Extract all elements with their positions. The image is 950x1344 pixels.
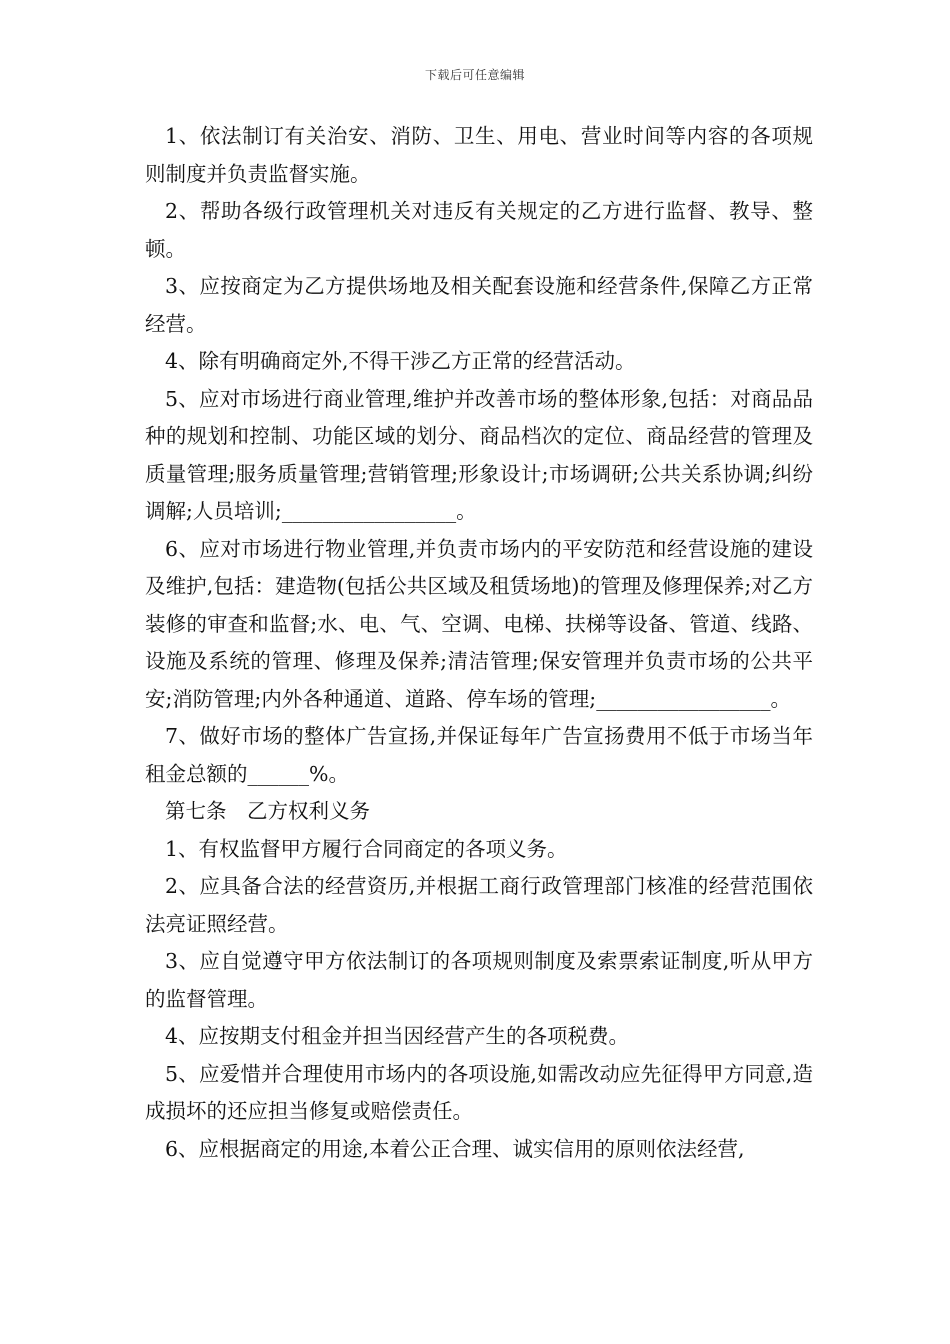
paragraph-party-b-6: 6、应根据商定的用途,本着公正合理、诚实信用的原则依法经营, (165, 1136, 745, 1161)
paragraph-party-b-2: 2、应具备合法的经营资历,并根据工商行政管理部门核准的经营范围依法亮证照经营。 (145, 874, 813, 936)
document-body (145, 118, 813, 1168)
paragraph-party-b-3: 3、应自觉遵守甲方依法制订的各项规则制度及索票索证制度,听从甲方的监督管理。 (145, 949, 813, 1011)
paragraph-duty-4: 4、除有明确商定外,不得干涉乙方正常的经营活动。 (165, 349, 636, 373)
paragraph-party-b-4: 4、应按期支付租金并担当因经营产生的各项税费。 (165, 1024, 630, 1048)
paragraph-duty-5: 5、应对市场进行商业管理,维护并改善市场的整体形象,包括：对商品品种的规划和控制、功能区域的划分、商品档次的定位、商品经营的管理及质量管理;服务质量管理;营销管理;形象设计;市场调研;公共关系协调;纠纷调解;人员培训;_________________。 (145, 386, 813, 523)
page-header: 下载后可任意编辑 (424, 68, 525, 82)
paragraph-party-b-5: 5、应爱惜并合理使用市场内的各项设施,如需改动应先征得甲方同意,造成损坏的还应担当修复或赔偿责任。 (145, 1061, 813, 1123)
paragraph-duty-6: 6、应对市场进行物业管理,并负责市场内的平安防范和经营设施的建设及维护,包括：建造物(包括公共区域及租赁场地)的管理及修理保养;对乙方装修的审查和监督;水、电、气、空调、电梯、扶梯等设备、管道、线路、设施及系统的管理、修理及保养;清洁管理;保安管理并负责市场的公共平安;消防管理;内外各种通道、道路、停车场的管理;_________________。 (145, 536, 813, 711)
section-heading-article-7: 第七条 乙方权利义务 (165, 799, 370, 823)
paragraph-duty-3: 3、应按商定为乙方提供场地及相关配套设施和经营条件,保障乙方正常经营。 (145, 274, 813, 336)
paragraph-duty-7: 7、做好市场的整体广告宣扬,并保证每年广告宣扬费用不低于市场当年租金总额的______%。 (145, 724, 813, 786)
paragraph-duty-1: 1、依法制订有关治安、消防、卫生、用电、营业时间等内容的各项规则制度并负责监督实施。 (145, 124, 813, 186)
paragraph-party-b-1: 1、有权监督甲方履行合同商定的各项义务。 (165, 836, 568, 861)
paragraph-duty-2: 2、帮助各级行政管理机关对违反有关规定的乙方进行监督、教导、整顿。 (145, 199, 813, 261)
